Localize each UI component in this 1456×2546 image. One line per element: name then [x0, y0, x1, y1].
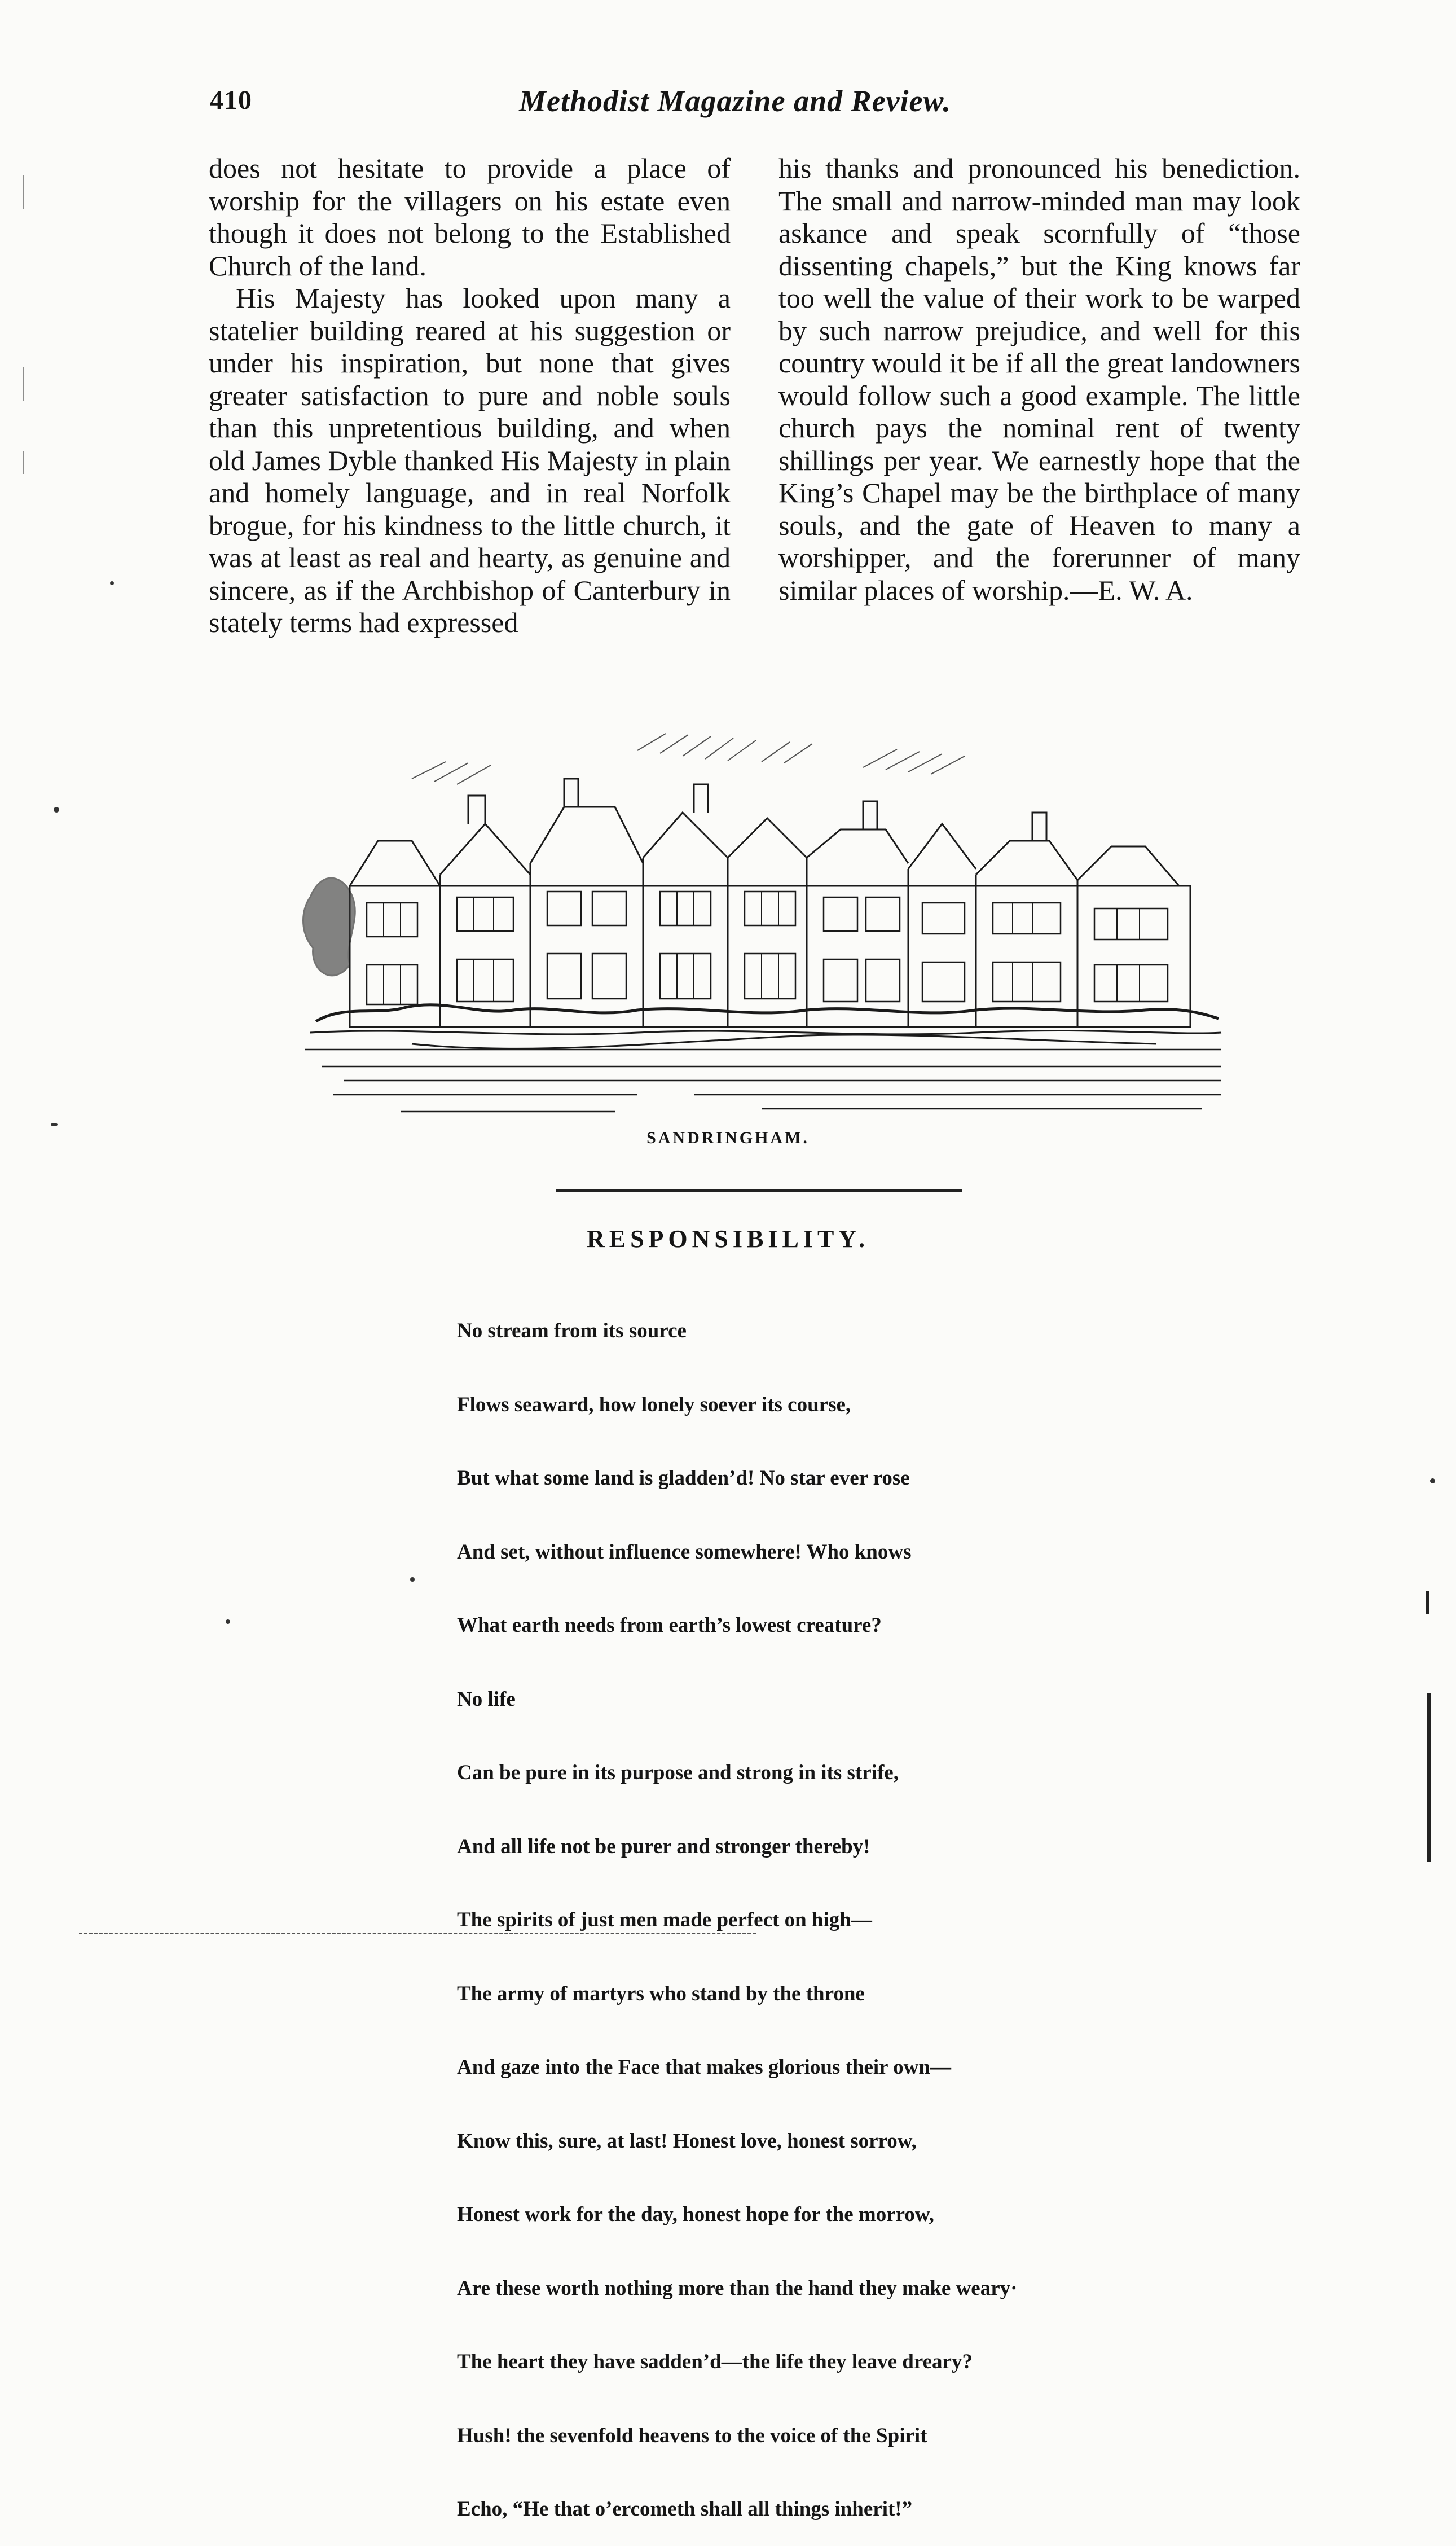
poem-line: What earth needs from earth’s lowest creature? [457, 1614, 882, 1637]
left-paragraph-1: does not hesitate to provide a place of worship for the villagers on his estate even though it does not belong to the Established Church of the land. [209, 152, 731, 282]
scan-speck [1430, 1478, 1435, 1483]
poem-line: No stream from its source [457, 1319, 687, 1342]
scan-edge-mark [23, 367, 24, 401]
poem-line: And all life not be purer and stronger thereby! [457, 1834, 870, 1858]
poem-line: The heart they have sadden’d—the life they leave dreary? [457, 2350, 973, 2373]
poem-line: The army of martyrs who stand by the throne [457, 1982, 865, 2005]
section-divider [556, 1189, 962, 1192]
scan-speck [54, 807, 59, 813]
poem-line: Can be pure in its purpose and strong in its strife, [457, 1761, 899, 1784]
scan-speck [226, 1619, 230, 1624]
poem-line: Are these worth nothing more than the hand they make weary· [457, 2276, 1018, 2300]
left-paragraph-2: His Majesty has looked upon many a statelier building reared at his suggestion or under his inspiration, but none that gives greater satisfaction to pure and noble souls than this unpretentious building, and when old James Dyble thanked His Majesty in plain and homely language, and in real Norfolk brogue, for his kindness to the little church, it was at least as real and hearty, as genuine and sincere, as if the Archbishop of Canterbury in stately terms had expressed [209, 282, 731, 638]
footer-rule [79, 1933, 756, 1934]
page-number: 410 [210, 85, 252, 115]
poem-line: No life [457, 1687, 516, 1711]
scan-speck [110, 581, 114, 585]
scan-edge-mark [23, 175, 24, 209]
poem-line: The spirits of just men made perfect on high— [457, 1908, 872, 1932]
article-right-column [778, 152, 1300, 607]
scan-edge-mark [1427, 1693, 1431, 1862]
running-title: Methodist Magazine and Review. [519, 84, 952, 118]
poem-title: RESPONSIBILITY. [586, 1225, 870, 1253]
poem-line: And gaze into the Face that makes glorious their own— [457, 2056, 951, 2079]
scan-edge-mark [1426, 1591, 1429, 1614]
poem-line: But what some land is gladden’d! No star ever rose [457, 1467, 910, 1490]
poem-line: Know this, sure, at last! Honest love, honest sorrow, [457, 2129, 917, 2153]
poem-line: Flows seaward, how lonely soever its course, [457, 1393, 851, 1416]
scan-edge-mark [23, 451, 24, 474]
illustration-caption: SANDRINGHAM. [646, 1129, 810, 1147]
right-paragraph-1: his thanks and pronounced his benediction. The small and narrow-minded man may look askance and speak scornfully of “those dissenting chapels,” but the King knows far too well the value of their work to be warped by such narrow prejudice, and well for this country would it be if all the great landowners would follow such a good example. The little church pays the nominal rent of twenty shillings per year. We earnestly hope that the King’s Chapel may be the birthplace of many souls, and the gate of Heaven to many a worshipper, and the forerunner of many similar places of worship.—E. W. A. [778, 152, 1300, 606]
poem-line: And set, without influence somewhere! Who knows [457, 1540, 912, 1564]
scan-speck [51, 1123, 58, 1126]
article-left-column [209, 152, 731, 639]
poem-line: Honest work for the day, honest hope for the morrow, [457, 2203, 934, 2226]
poem-line: Echo, “He that o’ercometh shall all things inherit!” [457, 2497, 913, 2521]
poem-line: Hush! the sevenfold heavens to the voice of the Spirit [457, 2424, 927, 2447]
scan-speck [410, 1577, 415, 1582]
sandringham-engraving [299, 728, 1224, 1123]
poem-body [457, 1270, 1018, 2546]
